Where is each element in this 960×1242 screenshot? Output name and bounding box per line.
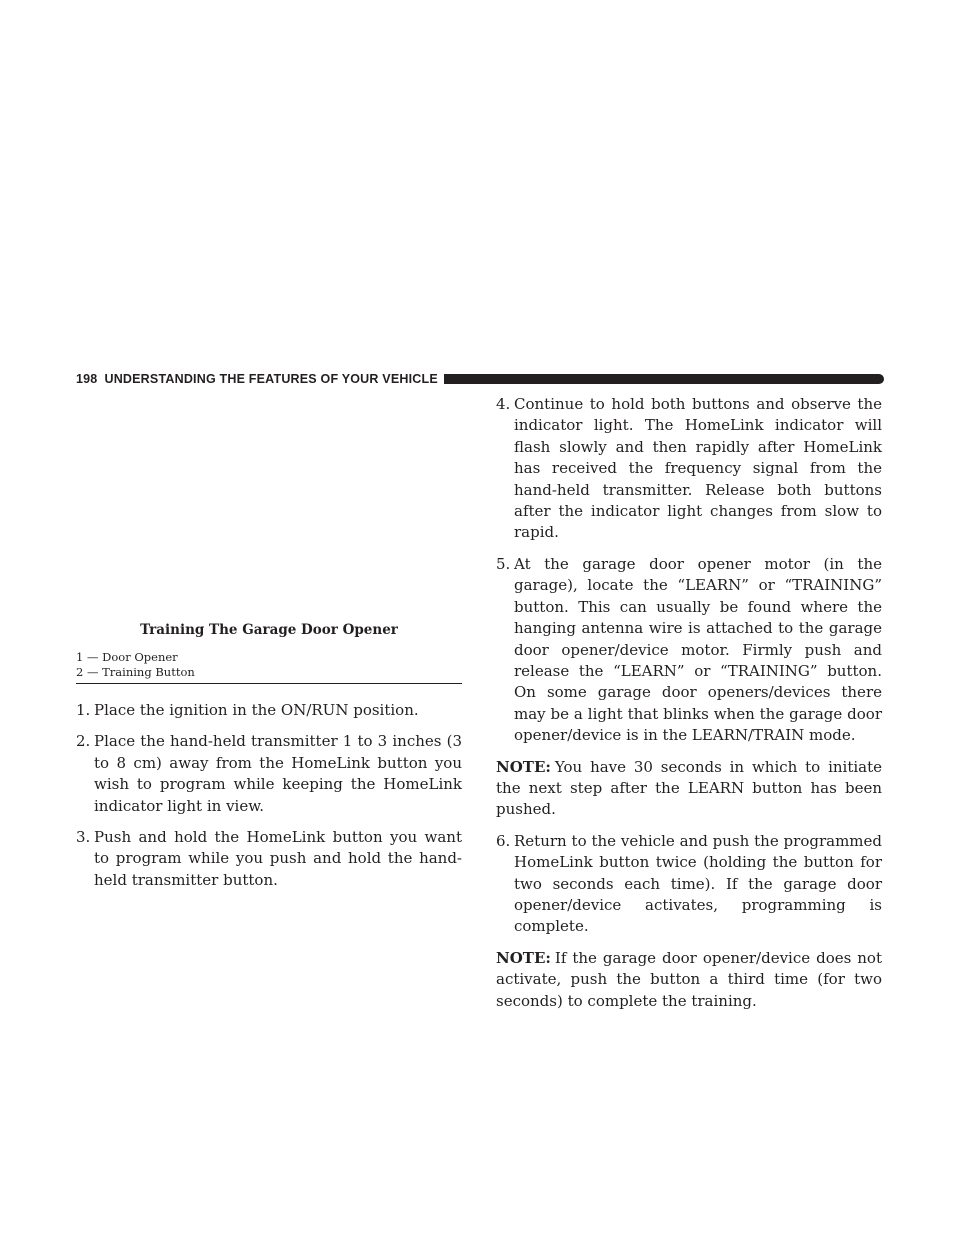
step-item [76,827,462,891]
step-text: Push and hold the HomeLink button you want to program while you push and hold the hand-held transmitter button. [94,828,462,889]
step-text: Place the ignition in the ON/RUN position. [94,701,419,720]
legend-item: 2 — Training Button [76,665,195,679]
step-item [76,700,462,721]
step-number: 5. [496,554,511,573]
step-number: 3. [76,828,91,847]
note-label: NOTE: [496,948,551,967]
step-number: 6. [496,831,511,850]
step-item [76,731,462,817]
figure-caption: Training The Garage Door Opener [140,622,398,638]
step-number: 2. [76,732,91,751]
step-item [496,831,882,938]
step-text: Return to the vehicle and push the programmed HomeLink button twice (holding the button for two seconds each time). If the garage door opener/device activates, programming is complete. [514,831,882,936]
step-item [496,554,882,747]
note-text: You have 30 seconds in which to initiate the next step after the LEARN button has been pushed. [496,757,882,819]
step-text: At the garage door opener motor (in the garage), locate the “LEARN” or “TRAINING” button. This can usually be found where the hanging antenna wire is attached to the garage door opener/device motor. Firmly push and release the “LEARN” or “TRAINING” button. On some garage door openers/devices there may be a light that blinks when the garage door opener/device is in the LEARN/TRAIN mode. [514,554,882,745]
note-paragraph [496,757,882,821]
step-item [496,394,882,544]
step-number: 1. [76,701,91,719]
note-text: If the garage door opener/device does not activate, push the button a third time (for two seconds) to complete the training. [496,948,882,1010]
section-title: UNDERSTANDING THE FEATURES OF YOUR VEHICLE [104,372,438,386]
step-number: 4. [496,395,511,413]
right-column [496,394,882,1022]
page-number: 198 [76,372,98,386]
page-header [76,371,884,387]
note-paragraph [496,948,882,1012]
step-text: Place the hand-held transmitter 1 to 3 inches (3 to 8 cm) away from the HomeLink button you wish to program while keeping the HomeLink indicator light in view. [94,732,462,815]
left-column [76,700,462,901]
figure-legend [76,650,462,680]
legend-item: 1 — Door Opener [76,650,178,664]
step-text: Continue to hold both buttons and observe the indicator light. The HomeLink indicator will flash slowly and then rapidly after HomeLink has received the frequency signal from the hand-held transmitter. Release both buttons after the indicator light changes from slow to rapid. [514,395,882,542]
legend-divider [76,683,462,684]
header-rule [444,374,884,384]
note-label: NOTE: [496,757,551,776]
